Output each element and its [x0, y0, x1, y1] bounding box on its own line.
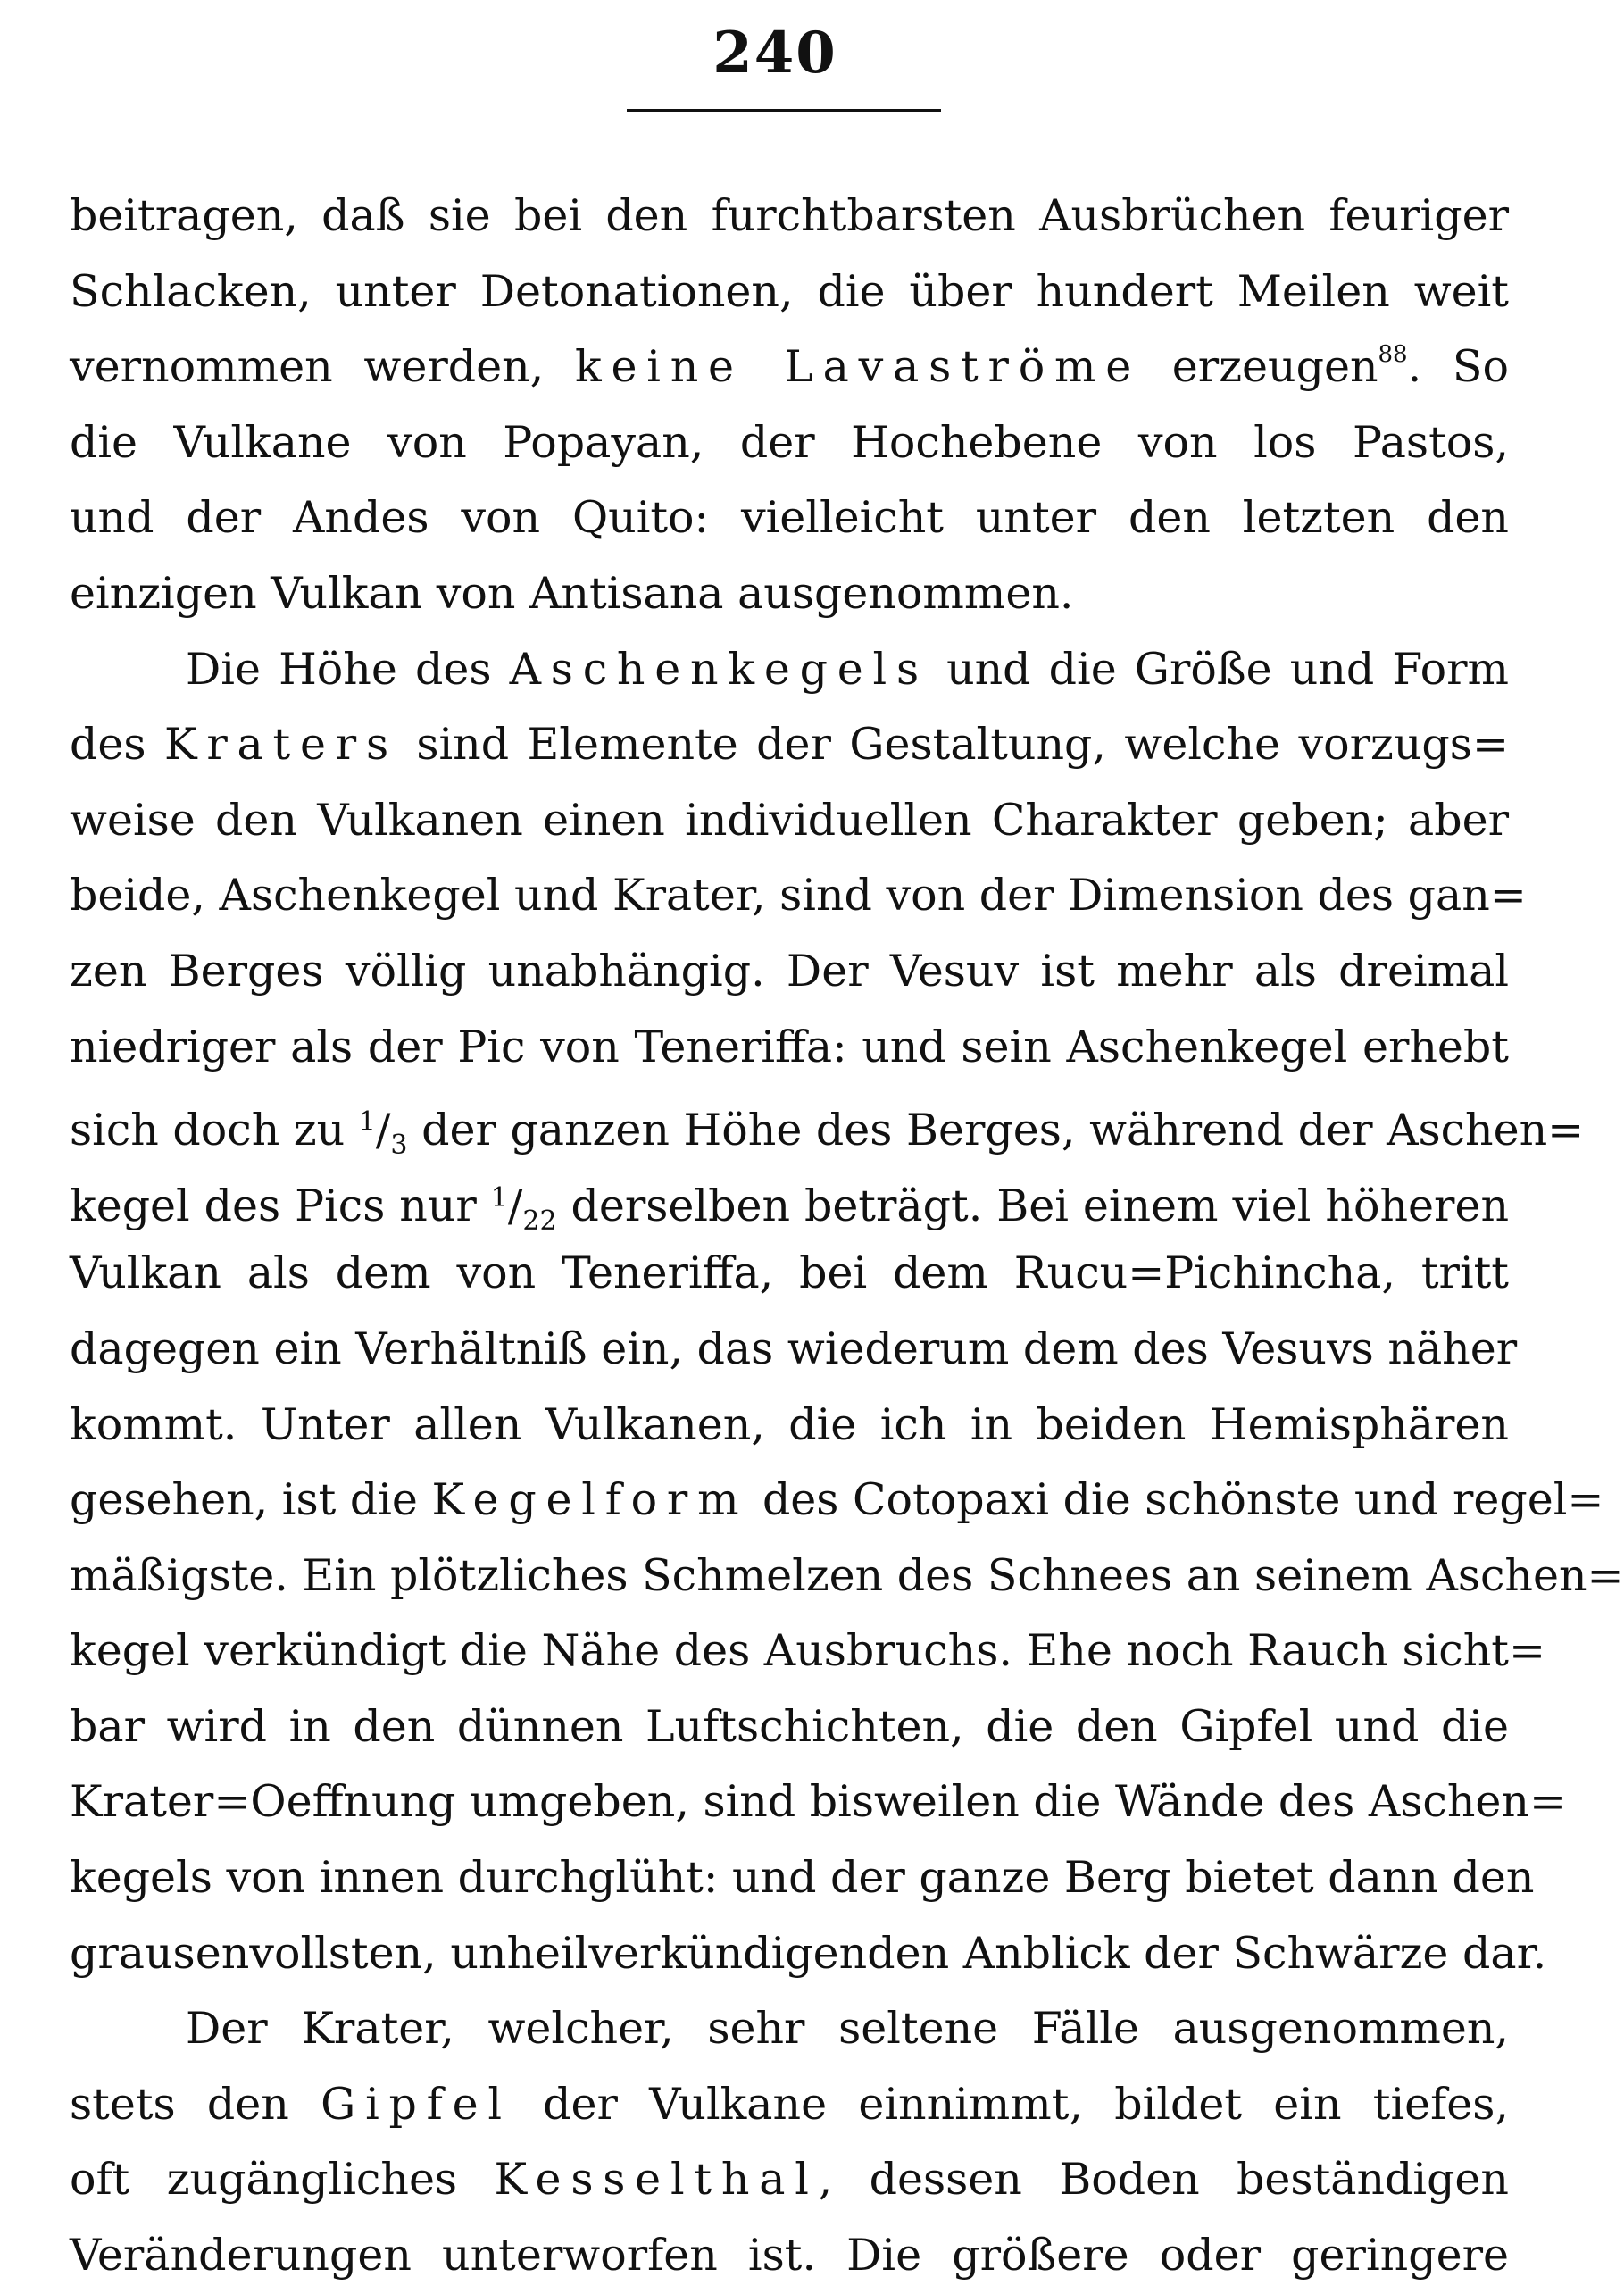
text-line: kegel des Pics nur $^1/_{22}$ derselben beträgt. Bei einem viel höheren — [70, 1180, 1509, 1237]
fraction-numerator: 1 — [490, 1181, 508, 1214]
text-line: bar wird in den dünnen Luftschichten, die den Gipfel und die — [70, 1700, 1509, 1752]
text-line: oft zugängliches Kesselthal, dessen Boden beständigen — [70, 2154, 1509, 2206]
text-line: beide, Aschenkegel und Krater, sind von der Dimension des gan= — [70, 870, 1527, 922]
body-text — [70, 179, 1624, 2294]
emphasis-text: Kegelform — [431, 1474, 749, 1526]
text-line: grausenvollsten, unheilverkündigenden Anblick der Schwärze dar. — [70, 1927, 1547, 1979]
text-line: kommt. Unter allen Vulkanen, die ich in beiden Hemisphären — [70, 1398, 1509, 1450]
fraction-slash: / — [375, 1105, 391, 1156]
text-line: weise den Vulkanen einen individuellen Charakter geben; aber — [70, 794, 1509, 846]
text-line: die Vulkane von Popayan, der Hochebene von los Pastos, — [70, 416, 1509, 468]
fraction-slash: / — [507, 1180, 523, 1231]
text-line: sich doch zu $^1/_3$ der ganzen Höhe des Berges, während der Aschen= — [70, 1105, 1585, 1162]
text-line: Vulkan als dem von Teneriffa, bei dem Rucu=Pichincha, tritt — [70, 1247, 1509, 1299]
text-line: Schlacken, unter Detonationen, die über hundert Meilen weit — [70, 265, 1509, 317]
text-line: dagegen ein Verhältniß ein, das wiederum dem des Vesuvs näher — [70, 1322, 1518, 1374]
text-line: und der Andes von Quito: vielleicht unter den letzten den — [70, 492, 1509, 544]
text-line: mäßigste. Ein plötzliches Schmelzen des Schnees an seinem Aschen= — [70, 1549, 1624, 1601]
text-line: beitragen, daß sie bei den furchtbarsten Ausbrüchen feuriger — [70, 190, 1509, 241]
paragraph-start: Der Krater, welcher, sehr seltene Fälle ausgenommen, — [186, 2003, 1509, 2055]
emphasis-text: keine Lavaströme — [575, 341, 1142, 393]
text-line: kegel verkündigt die Nähe des Ausbruchs. Ehe noch Rauch sicht= — [70, 1625, 1546, 1677]
emphasis-text: Kesselthal — [494, 2154, 819, 2206]
text-line: Veränderungen unterworfen ist. Die größere oder geringere — [70, 2230, 1509, 2281]
footnote-marker: 88 — [1378, 341, 1408, 369]
fraction-denominator: 3 — [390, 1130, 408, 1162]
text-line: des Kraters sind Elemente der Gestaltung, welche vorzugs= — [70, 719, 1509, 771]
fraction-denominator: 22 — [522, 1205, 557, 1237]
text-line: Krater=Oeffnung umgeben, sind bisweilen die Wände des Aschen= — [70, 1776, 1567, 1828]
emphasis-text: Aschenkegels — [509, 643, 929, 695]
paragraph-start: Die Höhe des Aschenkegels und die Größe und Form — [186, 643, 1510, 695]
text-line: stets den Gipfel der Vulkane einnimmt, bildet ein tiefes, — [70, 2078, 1509, 2130]
text-line: zen Berges völlig unabhängig. Der Vesuv ist mehr als dreimal — [70, 945, 1509, 997]
emphasis-text: Gipfel — [321, 2078, 512, 2130]
text-line: vernommen werden, keine Lavaströme erzeugen$^{88}$. So — [70, 341, 1509, 393]
text-line: niedriger als der Pic von Teneriffa: und sein Aschenkegel erhebt — [70, 1021, 1509, 1072]
fraction-numerator: 1 — [358, 1106, 376, 1139]
text-line: gesehen, ist die Kegelform des Cotopaxi die schönste und regel= — [70, 1474, 1604, 1526]
header-rule — [627, 109, 941, 112]
text-line: einzigen Vulkan von Antisana ausgenommen. — [70, 567, 1074, 619]
emphasis-text: Kraters — [163, 719, 398, 771]
text-line: kegels von innen durchglüht: und der ganze Berg bietet dann den — [70, 1852, 1535, 1904]
page-number: 240 — [712, 20, 837, 87]
